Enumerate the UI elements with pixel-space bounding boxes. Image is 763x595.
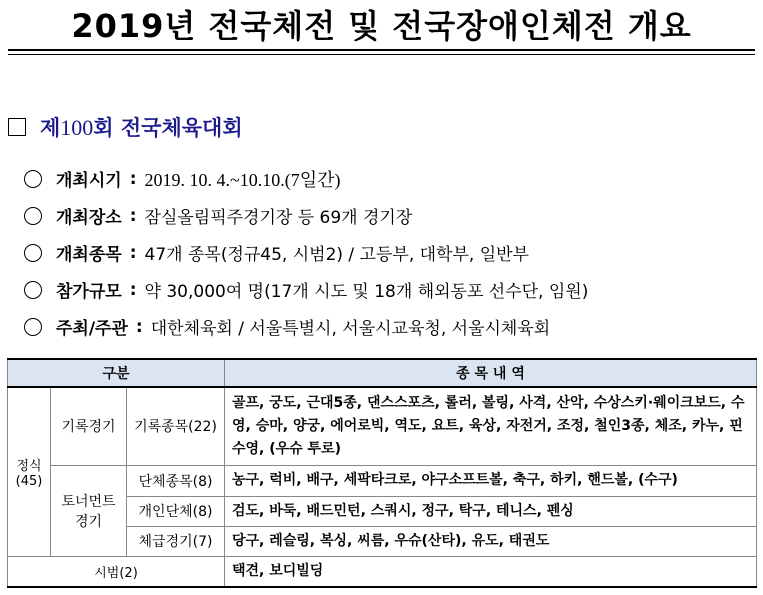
- weight-sub-cell: 체급경기(7): [127, 526, 225, 556]
- list-item-organizers: [24, 308, 588, 345]
- item-value: 잠실올림픽주경기장 등 69개 경기장: [144, 208, 413, 228]
- item-label: 개최장소: [56, 208, 122, 228]
- item-label: 참가규모: [56, 282, 122, 302]
- tournament-label-line1: 토너먼트: [61, 493, 116, 510]
- colon-separator: :: [129, 205, 137, 226]
- section-title-prefix: 제: [40, 115, 61, 140]
- section-title-suffix: 회 전국체육대회: [93, 116, 243, 140]
- circle-bullet-icon: [24, 318, 42, 336]
- table-row: [8, 556, 757, 587]
- demo-detail-cell: 택견, 보디빌딩: [225, 556, 757, 587]
- item-label: 주최/주관: [56, 319, 128, 339]
- individual-detail-cell: 검도, 바둑, 배드민턴, 스쿼시, 정구, 탁구, 테니스, 펜싱: [225, 496, 757, 526]
- item-label: 개최시기: [56, 171, 122, 191]
- item-value: 약 30,000여 명(17개 시도 및 18개 해외동포 선수단, 임원): [144, 282, 589, 302]
- title-underline-thin: [8, 54, 755, 55]
- official-count: (45): [15, 473, 43, 489]
- page-title: 2019년 전국체전 및 전국장애인체전 개요: [71, 7, 692, 45]
- checkbox-square-icon: [8, 118, 26, 136]
- item-label: 개최종목: [56, 245, 122, 265]
- weight-detail-cell: 당구, 레슬링, 복싱, 씨름, 우슈(산타), 유도, 태권도: [225, 526, 757, 556]
- item-value: 47개 종목(정규45, 시범2) / 고등부, 대학부, 일반부: [144, 245, 529, 265]
- table-row: [8, 387, 757, 465]
- title-block: [0, 6, 763, 52]
- header-division: 구분: [8, 359, 225, 387]
- official-cell: [8, 387, 51, 556]
- sports-table: [7, 358, 757, 588]
- colon-separator: :: [129, 242, 137, 263]
- official-label: 정식: [16, 458, 42, 474]
- circle-bullet-icon: [24, 207, 42, 225]
- individual-sub-cell: 개인단체(8): [127, 496, 225, 526]
- colon-separator: :: [129, 168, 137, 189]
- demo-cell: 시범(2): [8, 556, 225, 587]
- table-header-row: [8, 359, 757, 387]
- list-item-participants: [24, 271, 588, 308]
- tournament-label-line2: 경기: [74, 513, 103, 530]
- list-item-venue: [24, 197, 588, 234]
- record-sub-cell: 기록종목(22): [127, 387, 225, 465]
- circle-bullet-icon: [24, 244, 42, 262]
- colon-separator: :: [129, 279, 137, 300]
- item-value: 2019. 10. 4.~10.10.(7일간): [144, 169, 341, 190]
- circle-bullet-icon: [24, 281, 42, 299]
- section-title: [40, 112, 243, 142]
- record-detail-cell: 골프, 궁도, 근대5종, 댄스스포츠, 롤러, 볼링, 사격, 산악, 수상스키·웨이크보드, 수영, 승마, 양궁, 에어로빅, 역도, 요트, 육상, 자전거, 조정, 철인3종, 체조, 카누, 핀수영, (우슈 투로): [225, 387, 757, 465]
- record-group-cell: 기록경기: [51, 387, 127, 465]
- team-sub-cell: 단체종목(8): [127, 465, 225, 496]
- colon-separator: :: [135, 316, 143, 337]
- overview-list: [24, 160, 588, 345]
- tournament-group-cell: [51, 465, 127, 556]
- title-underline: [8, 49, 755, 51]
- circle-bullet-icon: [24, 170, 42, 188]
- table-row: [8, 465, 757, 496]
- list-item-events: [24, 234, 588, 271]
- team-detail-cell: 농구, 럭비, 배구, 세팍타크로, 야구소프트볼, 축구, 하키, 핸드볼, (수구): [225, 465, 757, 496]
- section-title-number: 100: [60, 115, 94, 140]
- item-value: 대한체육회 / 서울특별시, 서울시교육청, 서울시체육회: [150, 319, 551, 339]
- section-heading: [8, 112, 243, 142]
- header-detail: 종 목 내 역: [225, 359, 757, 387]
- list-item-period: [24, 160, 588, 197]
